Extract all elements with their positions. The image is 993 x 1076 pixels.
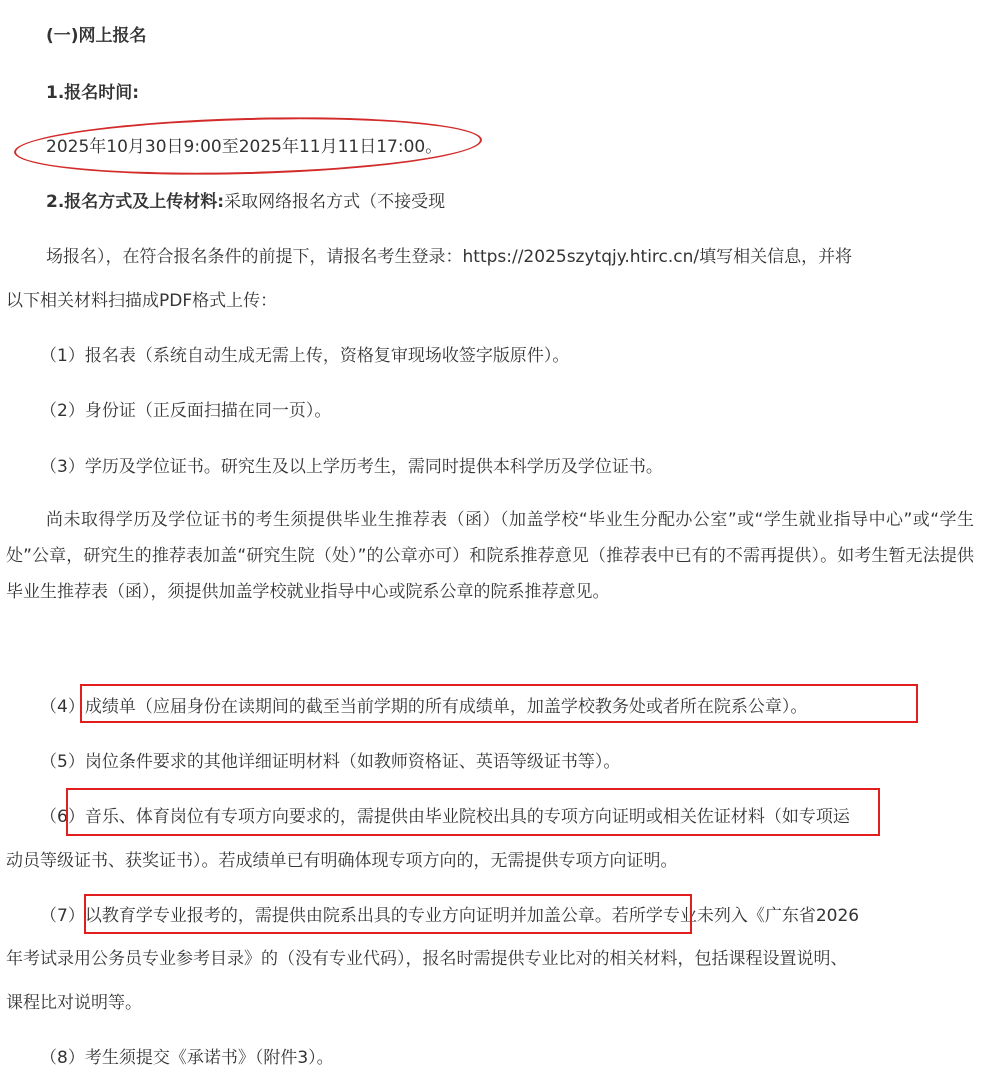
list-item-4 xyxy=(40,695,807,719)
list-item-text: 报名表（系统自动生成无需上传，资格复审现场收签字版原件）。 xyxy=(84,346,570,366)
registration-time-label: 1.报名时间: xyxy=(46,83,140,103)
list-item-number: （7） xyxy=(40,906,85,926)
list-item-text: 若所学专业未列入《广东省2026 xyxy=(611,906,860,926)
list-item-7-continued-2: 课程比对说明等。 xyxy=(6,993,142,1013)
list-item-6-continued: 动员等级证书、获奖证书）。若成绩单已有明确体现专项方向的，无需提供专项方向证明。 xyxy=(6,851,678,871)
list-item-highlighted-text: 以教育学专业报考的，需提供由院系出具的专业方向证明并加盖公章。 xyxy=(84,906,612,926)
list-item-number: （1） xyxy=(40,346,85,366)
list-item-number: （4） xyxy=(40,697,85,717)
list-item-7-continued: 年考试录用公务员专业参考目录》的（没有专业代码），报名时需提供专业比对的相关材料，包括课程设置说明、 xyxy=(6,949,848,969)
list-item-text: （如专项运 xyxy=(764,807,850,827)
list-item-5 xyxy=(40,750,620,774)
list-item-1 xyxy=(40,344,569,368)
list-item-7 xyxy=(40,904,859,928)
list-item-text: 成绩单（应届身份在读期间的截至当前学期的所有成绩单，加盖学校教务处或者所在院系公章）。 xyxy=(84,697,808,717)
list-item-highlighted-text: 音乐、体育岗位有专项方向要求的，需提供由毕业院校出具的专项方向证明或相关佐证材料 xyxy=(84,807,765,827)
list-item-text: 学历及学位证书。研究生及以上学历考生，需同时提供本科学历及学位证书。 xyxy=(84,457,663,477)
list-item-number: （5） xyxy=(40,752,85,772)
registration-method-label: 2.报名方式及上传材料: xyxy=(46,192,225,212)
registration-time-value: 2025年10月30日9:00至2025年11月11日17:00。 xyxy=(46,137,443,157)
note-paragraph: 尚未取得学历及学位证书的考生须提供毕业生推荐表（函）（加盖学校“毕业生分配办公室”或“学生就业指导中心”或“学生处”公章，研究生的推荐表加盖“研究生院（处）”的公章亦可）和院系推荐意见（推荐表中已有的不需再提供）。如考生暂无法提供毕业生推荐表（函），须提供加盖学校就业指导中心或院系公章的院系推荐意见。 xyxy=(6,510,974,602)
list-item-number: （2） xyxy=(40,401,85,421)
registration-method-line-2: 场报名），在符合报名条件的前提下，请报名考生登录：https://2025szytqjy.htirc.cn/填写相关信息，并将 xyxy=(46,247,853,267)
registration-method-line-3: 以下相关材料扫描成PDF格式上传： xyxy=(6,291,278,311)
list-item-2 xyxy=(40,399,331,423)
list-item-8 xyxy=(40,1046,334,1070)
list-item-3 xyxy=(40,455,663,479)
list-item-text: 身份证（正反面扫描在同一页）。 xyxy=(84,401,332,421)
list-item-number: （8） xyxy=(40,1048,85,1068)
list-item-6 xyxy=(40,805,850,829)
section-title: (一)网上报名 xyxy=(46,26,147,46)
list-item-number: （6） xyxy=(40,807,85,827)
registration-method-line xyxy=(46,190,445,214)
list-item-number: （3） xyxy=(40,457,85,477)
list-item-text: 岗位条件要求的其他详细证明材料（如教师资格证、英语等级证书等）。 xyxy=(84,752,621,772)
registration-method-text: 采取网络报名方式（不接受现 xyxy=(224,192,446,212)
list-item-text: 考生须提交《承诺书》（附件3）。 xyxy=(84,1048,334,1068)
